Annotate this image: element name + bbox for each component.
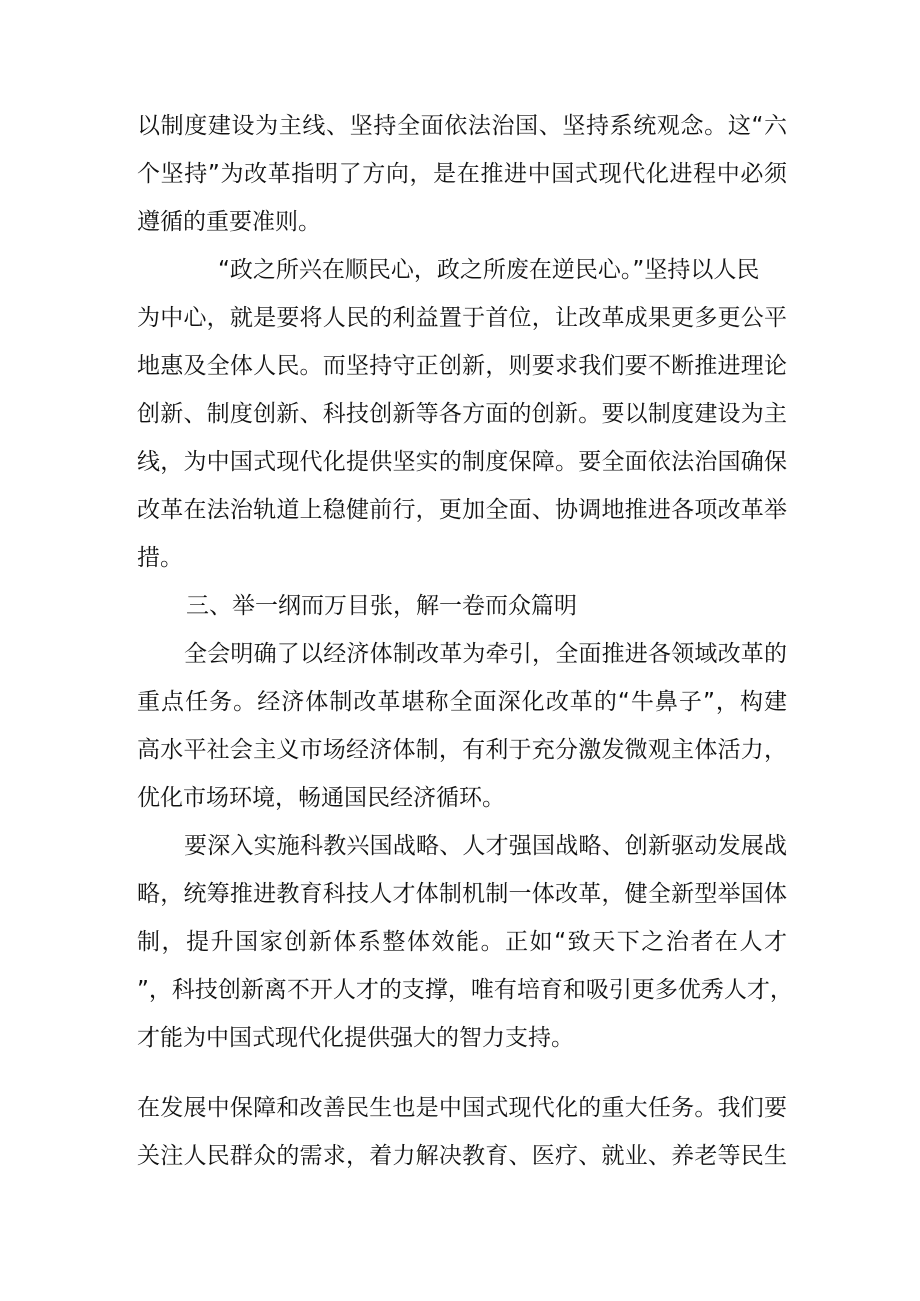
section-heading: 三、举一纲而万目张，解一卷而众篇明 xyxy=(186,593,577,619)
text-line: 才能为中国式现代化提供强大的智力支持。 xyxy=(137,1025,574,1051)
text-line: 地惠及全体人民。而坚持守正创新，则要求我们要不断推进理论 xyxy=(137,353,787,379)
text-line: 遵循的重要准则。 xyxy=(137,209,321,235)
text-line: 重点任务。经济体制改革堪称全面深化改革的“牛鼻子”，构建 xyxy=(137,689,787,715)
text-line: 个坚持”为改革指明了方向，是在推进中国式现代化进程中必须 xyxy=(137,161,787,187)
text-line: 改革在法治轨道上稳健前行，更加全面、协调地推进各项改革举 xyxy=(137,497,787,523)
text-line: 高水平社会主义市场经济体制，有利于充分激发微观主体活力， xyxy=(137,737,787,763)
text-line: 措。 xyxy=(137,545,183,571)
document-body-continued xyxy=(137,1084,787,1180)
text-line: 线，为中国式现代化提供坚实的制度保障。要全面依法治国确保 xyxy=(137,449,787,475)
text-line: 优化市场环境，畅通国民经济循环。 xyxy=(137,785,505,811)
text-line: 创新、制度创新、科技创新等各方面的创新。要以制度建设为主 xyxy=(137,401,787,427)
text-line: 在发展中保障和改善民生也是中国式现代化的重大任务。我们要 xyxy=(137,1095,787,1121)
text-line: 略，统筹推进教育科技人才体制机制一体改革，健全新型举国体 xyxy=(137,881,787,907)
text-line: 要深入实施科教兴国战略、人才强国战略、创新驱动发展战 xyxy=(184,833,787,859)
text-line: “政之所兴在顺民心，政之所废在逆民心。”坚持以人民 xyxy=(218,257,760,283)
text-line: 全会明确了以经济体制改革为牵引，全面推进各领域改革的 xyxy=(184,641,787,667)
text-line: 为中心，就是要将人民的利益置于首位，让改革成果更多更公平 xyxy=(137,305,787,331)
text-line: 制，提升国家创新体系整体效能。正如“致天下之治者在人才 xyxy=(137,929,787,955)
text-line: ”，科技创新离不开人才的支撑，唯有培育和吸引更多优秀人才， xyxy=(137,977,793,1003)
text-line: 关注人民群众的需求，着力解决教育、医疗、就业、养老等民生 xyxy=(137,1143,787,1169)
text-line: 以制度建设为主线、坚持全面依法治国、坚持系统观念。这“六 xyxy=(137,113,787,139)
document-body xyxy=(137,102,793,1062)
